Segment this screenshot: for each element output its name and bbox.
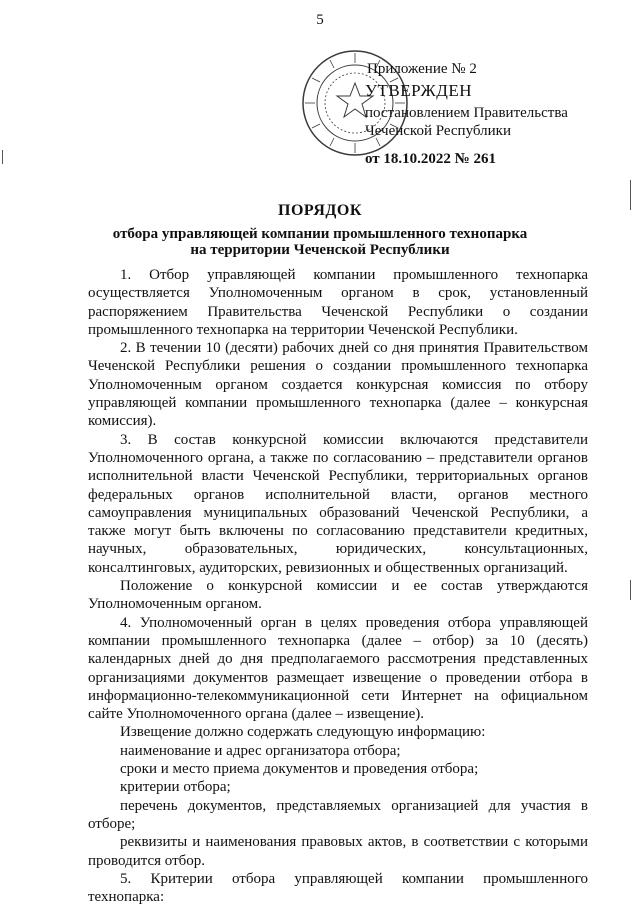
- subtitle-line-2: на территории Чеченской Республики: [190, 242, 450, 258]
- paragraph-1: 1. Отбор управляющей компании промышленного технопарка осуществляется Уполномоченным органом в срок, установленный распоряжением Правительства Чеченской Республики о создании промышленного технопарка на территории Чеченской Республики.: [88, 267, 588, 338]
- annex-label: Приложение № 2: [367, 61, 477, 77]
- document-subtitle: [40, 226, 600, 258]
- scan-edge-mark: [630, 580, 631, 600]
- notice-item-organizer: наименование и адрес организатора отбора;: [120, 742, 401, 759]
- paragraph-commission-statute: Положение о конкурсной комиссии и ее состав утверждаются Уполномоченным органом.: [88, 578, 588, 613]
- notice-item-legal-acts: реквизиты и наименования правовых актов, в соответствии с которыми проводится отбор.: [88, 834, 588, 869]
- notice-content-intro: Извещение должно содержать следующую информацию:: [120, 724, 486, 741]
- notice-item-deadlines: сроки и место приема документов и проведения отбора;: [120, 761, 479, 778]
- approval-date: от 18.10.2022 № 261: [365, 151, 496, 167]
- approved-by-line-2: Чеченской Республики: [365, 123, 511, 139]
- document-body: [88, 266, 588, 906]
- approved-label: УТВЕРЖДЕН: [365, 81, 472, 100]
- paragraph-3: 3. В состав конкурсной комиссии включаются представители Уполномоченного органа, а также по согласованию – представители органов исполнительной власти Чеченской Республики, территориальных органов федеральных органов исполнительной власти, органов местного самоуправления муниципальных образований Чеченской Республики, а также могут быть включены по согласованию представители кредитных, научных, образовательных, юридических, консультационных, консалтинговых, аудиторских, ревизионных и общественных организаций.: [88, 431, 588, 576]
- paragraph-5: 5. Критерии отбора управляющей компании промышленного технопарка:: [88, 870, 588, 906]
- paragraph-4: 4. Уполномоченный орган в целях проведения отбора управляющей компании промышленного технопарка (далее – отбор) за 10 (десять) календарных дней до дня предполагаемого рассмотрения представленных организациями документов размещает извещение о проведении отбора в информационно-телекоммуникационной сети Интернет на официальном сайте Уполномоченного органа (далее – извещение).: [88, 614, 588, 723]
- notice-item-criteria: критерии отбора;: [120, 779, 231, 796]
- scan-edge-mark: [2, 150, 3, 164]
- document-title: ПОРЯДОК: [278, 202, 362, 219]
- page-number: 5: [316, 12, 324, 28]
- notice-item-documents: перечень документов, представляемых организацией для участия в отборе;: [88, 797, 588, 832]
- paragraph-2: 2. В течении 10 (десяти) рабочих дней со дня принятия Правительством Чеченской Республики решения о создании промышленного технопарка Уполномоченным органом создается конкурсная комиссия по отбору управляющей компании промышленного технопарка (далее – конкурсная комиссия).: [88, 340, 588, 430]
- approval-block: [365, 60, 568, 168]
- scan-edge-mark: [630, 180, 631, 210]
- subtitle-line-1: отбора управляющей компании промышленного технопарка: [112, 226, 528, 242]
- approved-by-line-1: постановлением Правительства: [365, 105, 568, 121]
